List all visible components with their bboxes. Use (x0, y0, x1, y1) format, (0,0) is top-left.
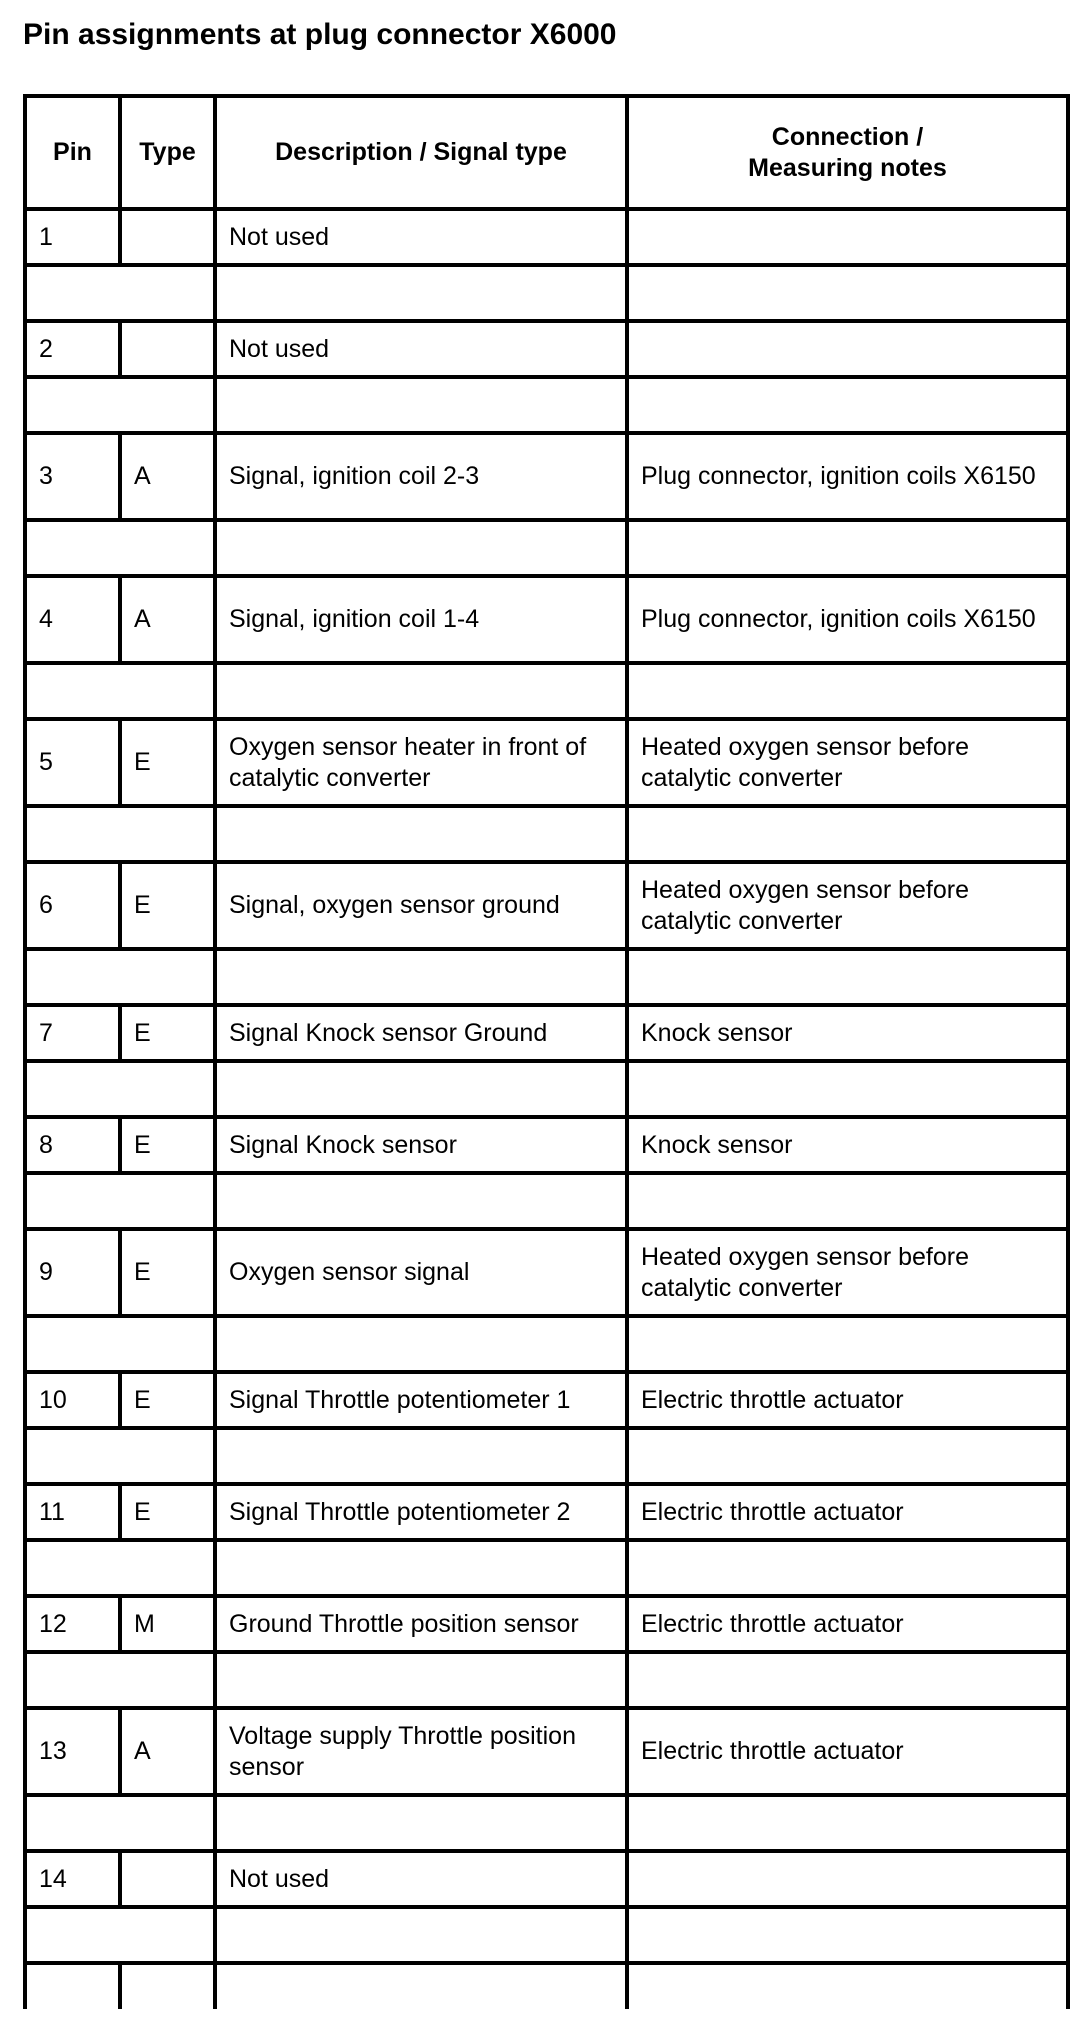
table-header-row (25, 96, 1068, 209)
cell-type: E (120, 1484, 215, 1540)
spacer-row (25, 1061, 1068, 1117)
spacer-cell (215, 1540, 627, 1596)
cell-type (120, 1963, 215, 2009)
spacer-row (25, 520, 1068, 576)
spacer-cell (25, 806, 215, 862)
cell-notes: Plug connector, ignition coils X6150 (627, 433, 1068, 520)
spacer-cell (215, 1652, 627, 1708)
spacer-cell (627, 1795, 1068, 1851)
spacer-cell (215, 663, 627, 719)
cell-notes: Heated oxygen sensor before catalytic converter (627, 719, 1068, 806)
spacer-row (25, 663, 1068, 719)
cell-type: E (120, 1372, 215, 1428)
spacer-cell (25, 265, 215, 321)
cell-type (120, 209, 215, 265)
table-row (25, 862, 1068, 949)
table-row (25, 1117, 1068, 1173)
spacer-cell (25, 377, 215, 433)
spacer-row (25, 1652, 1068, 1708)
header-notes-line2: Measuring notes (748, 153, 947, 182)
header-notes (627, 96, 1068, 209)
spacer-cell (627, 1061, 1068, 1117)
cell-pin: 8 (25, 1117, 120, 1173)
header-description: Description / Signal type (215, 96, 627, 209)
cell-description: Oxygen sensor signal (215, 1229, 627, 1316)
cell-description: Not used (215, 1851, 627, 1907)
cell-notes: Plug connector, ignition coils X6150 (627, 576, 1068, 663)
spacer-row (25, 265, 1068, 321)
spacer-cell (627, 1652, 1068, 1708)
cell-pin: 13 (25, 1708, 120, 1795)
spacer-row (25, 1540, 1068, 1596)
table-row-continued (25, 1963, 1068, 2009)
spacer-cell (215, 949, 627, 1005)
spacer-cell (627, 663, 1068, 719)
spacer-cell (627, 520, 1068, 576)
cell-description: Signal, ignition coil 2-3 (215, 433, 627, 520)
cell-type: E (120, 719, 215, 806)
spacer-cell (25, 1316, 215, 1372)
cell-type: A (120, 576, 215, 663)
cell-pin: 10 (25, 1372, 120, 1428)
cell-pin: 11 (25, 1484, 120, 1540)
spacer-cell (627, 806, 1068, 862)
spacer-row (25, 1316, 1068, 1372)
cell-pin (25, 1963, 120, 2009)
cell-description: Signal Knock sensor Ground (215, 1005, 627, 1061)
table-row (25, 321, 1068, 377)
table-row (25, 1005, 1068, 1061)
cell-pin: 9 (25, 1229, 120, 1316)
spacer-cell (25, 1428, 215, 1484)
spacer-cell (627, 377, 1068, 433)
page-title: Pin assignments at plug connector X6000 (23, 18, 617, 51)
spacer-cell (215, 1173, 627, 1229)
cell-type: E (120, 1005, 215, 1061)
spacer-cell (215, 377, 627, 433)
cell-notes (627, 321, 1068, 377)
table-row (25, 1851, 1068, 1907)
spacer-row (25, 949, 1068, 1005)
cell-pin: 12 (25, 1596, 120, 1652)
table-row (25, 576, 1068, 663)
cell-notes: Electric throttle actuator (627, 1484, 1068, 1540)
cell-pin: 7 (25, 1005, 120, 1061)
table-row (25, 719, 1068, 806)
cell-description: Signal, oxygen sensor ground (215, 862, 627, 949)
table-row (25, 1484, 1068, 1540)
cell-pin: 3 (25, 433, 120, 520)
spacer-cell (215, 1061, 627, 1117)
cell-notes: Knock sensor (627, 1117, 1068, 1173)
header-type: Type (120, 96, 215, 209)
spacer-cell (215, 1316, 627, 1372)
cell-description: Signal, ignition coil 1-4 (215, 576, 627, 663)
cell-notes: Knock sensor (627, 1005, 1068, 1061)
cell-type: E (120, 1117, 215, 1173)
cell-pin: 2 (25, 321, 120, 377)
cell-pin: 5 (25, 719, 120, 806)
spacer-cell (25, 1061, 215, 1117)
spacer-row (25, 1907, 1068, 1963)
cell-description: Signal Throttle potentiometer 1 (215, 1372, 627, 1428)
cell-notes (627, 209, 1068, 265)
spacer-cell (215, 265, 627, 321)
spacer-cell (25, 663, 215, 719)
cell-description: Signal Knock sensor (215, 1117, 627, 1173)
header-notes-line1: Connection / (771, 122, 924, 151)
spacer-cell (215, 1907, 627, 1963)
table-row (25, 1229, 1068, 1316)
cell-description: Signal Throttle potentiometer 2 (215, 1484, 627, 1540)
spacer-cell (627, 1173, 1068, 1229)
spacer-cell (627, 1428, 1068, 1484)
spacer-cell (215, 1795, 627, 1851)
spacer-cell (627, 1316, 1068, 1372)
spacer-cell (25, 1173, 215, 1229)
table-row (25, 1596, 1068, 1652)
spacer-cell (627, 1907, 1068, 1963)
table-row (25, 1372, 1068, 1428)
cell-pin: 14 (25, 1851, 120, 1907)
spacer-cell (25, 520, 215, 576)
spacer-row (25, 377, 1068, 433)
cell-description: Not used (215, 209, 627, 265)
spacer-cell (25, 1652, 215, 1708)
cell-pin: 4 (25, 576, 120, 663)
cell-type (120, 1851, 215, 1907)
spacer-cell (627, 949, 1068, 1005)
cell-type: A (120, 433, 215, 520)
spacer-cell (25, 1907, 215, 1963)
cell-description: Not used (215, 321, 627, 377)
spacer-row (25, 1428, 1068, 1484)
cell-type: E (120, 862, 215, 949)
cell-type: E (120, 1229, 215, 1316)
spacer-cell (25, 949, 215, 1005)
spacer-row (25, 806, 1068, 862)
cell-notes: Heated oxygen sensor before catalytic converter (627, 1229, 1068, 1316)
spacer-cell (215, 1428, 627, 1484)
cell-notes: Electric throttle actuator (627, 1372, 1068, 1428)
cell-pin: 6 (25, 862, 120, 949)
spacer-cell (627, 265, 1068, 321)
cell-pin: 1 (25, 209, 120, 265)
cell-notes (627, 1963, 1068, 2009)
cell-notes: Electric throttle actuator (627, 1596, 1068, 1652)
cell-type (120, 321, 215, 377)
spacer-cell (25, 1540, 215, 1596)
spacer-row (25, 1173, 1068, 1229)
cell-notes: Electric throttle actuator (627, 1708, 1068, 1795)
cell-description: Ground Throttle position sensor (215, 1596, 627, 1652)
cell-notes: Heated oxygen sensor before catalytic converter (627, 862, 1068, 949)
pin-assignment-table (23, 94, 1070, 2009)
header-pin: Pin (25, 96, 120, 209)
cell-type: A (120, 1708, 215, 1795)
spacer-cell (215, 806, 627, 862)
table-row (25, 1708, 1068, 1795)
spacer-cell (25, 1795, 215, 1851)
spacer-row (25, 1795, 1068, 1851)
spacer-cell (215, 520, 627, 576)
cell-type: M (120, 1596, 215, 1652)
table-row (25, 209, 1068, 265)
spacer-cell (627, 1540, 1068, 1596)
cell-notes (627, 1851, 1068, 1907)
cell-description (215, 1963, 627, 2009)
cell-description: Oxygen sensor heater in front of catalytic converter (215, 719, 627, 806)
cell-description: Voltage supply Throttle position sensor (215, 1708, 627, 1795)
table-row (25, 433, 1068, 520)
